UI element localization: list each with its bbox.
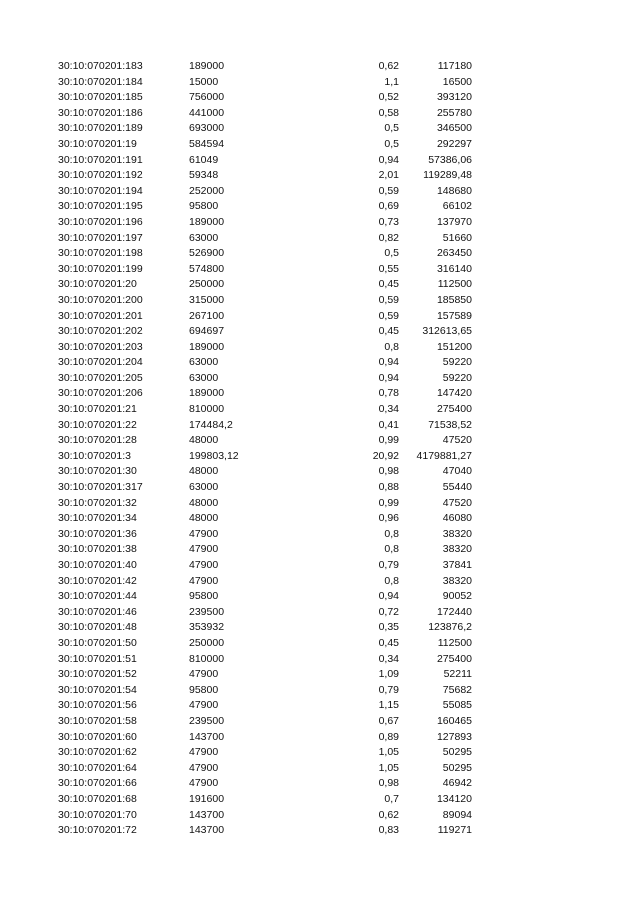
total-cell: 75682 bbox=[442, 683, 472, 696]
price-cell: 61049 bbox=[189, 153, 219, 166]
coefficient-cell: 1,15 bbox=[378, 699, 399, 712]
price-cell: 47900 bbox=[189, 761, 219, 774]
cadastral-number-cell: 30:10:070201:28 bbox=[58, 434, 137, 447]
total-cell: 316140 bbox=[436, 262, 472, 275]
table-row bbox=[0, 340, 640, 356]
price-cell: 63000 bbox=[189, 371, 219, 384]
coefficient-cell: 1,09 bbox=[378, 668, 399, 681]
price-cell: 143700 bbox=[189, 730, 225, 743]
table-row bbox=[0, 199, 640, 215]
coefficient-cell: 0,45 bbox=[378, 325, 399, 338]
table-row bbox=[0, 558, 640, 574]
coefficient-cell: 0,99 bbox=[378, 496, 399, 509]
coefficient-cell: 0,55 bbox=[378, 262, 399, 275]
cadastral-number-cell: 30:10:070201:68 bbox=[58, 792, 137, 805]
coefficient-cell: 0,98 bbox=[378, 465, 399, 478]
price-cell: 353932 bbox=[189, 621, 225, 634]
cadastral-number-cell: 30:10:070201:62 bbox=[58, 746, 137, 759]
cadastral-number-cell: 30:10:070201:186 bbox=[58, 106, 143, 119]
price-cell: 48000 bbox=[189, 434, 219, 447]
table-row bbox=[0, 246, 640, 262]
data-table bbox=[0, 59, 640, 839]
price-cell: 15000 bbox=[189, 75, 219, 88]
table-row bbox=[0, 418, 640, 434]
total-cell: 134120 bbox=[436, 792, 472, 805]
cadastral-number-cell: 30:10:070201:42 bbox=[58, 574, 137, 587]
total-cell: 119271 bbox=[437, 824, 472, 837]
total-cell: 157589 bbox=[436, 309, 472, 322]
total-cell: 148680 bbox=[436, 184, 472, 197]
price-cell: 191600 bbox=[189, 792, 225, 805]
total-cell: 50295 bbox=[442, 746, 472, 759]
cadastral-number-cell: 30:10:070201:51 bbox=[58, 652, 137, 665]
cadastral-number-cell: 30:10:070201:38 bbox=[58, 543, 137, 556]
cadastral-number-cell: 30:10:070201:189 bbox=[58, 122, 143, 135]
table-row bbox=[0, 231, 640, 247]
cadastral-number-cell: 30:10:070201:56 bbox=[58, 699, 137, 712]
price-cell: 574800 bbox=[189, 262, 225, 275]
table-row bbox=[0, 776, 640, 792]
coefficient-cell: 0,5 bbox=[384, 247, 399, 260]
price-cell: 143700 bbox=[189, 824, 225, 837]
total-cell: 55440 bbox=[442, 481, 472, 494]
coefficient-cell: 0,34 bbox=[378, 652, 399, 665]
coefficient-cell: 0,94 bbox=[378, 356, 399, 369]
total-cell: 346500 bbox=[436, 122, 472, 135]
cadastral-number-cell: 30:10:070201:192 bbox=[58, 169, 143, 182]
coefficient-cell: 0,72 bbox=[378, 605, 399, 618]
coefficient-cell: 0,8 bbox=[384, 340, 399, 353]
total-cell: 38320 bbox=[442, 543, 472, 556]
price-cell: 95800 bbox=[189, 200, 219, 213]
price-cell: 47900 bbox=[189, 777, 219, 790]
coefficient-cell: 0,83 bbox=[378, 824, 399, 837]
cadastral-number-cell: 30:10:070201:66 bbox=[58, 777, 137, 790]
coefficient-cell: 1,05 bbox=[378, 761, 399, 774]
total-cell: 47520 bbox=[442, 434, 472, 447]
coefficient-cell: 0,8 bbox=[384, 574, 399, 587]
cadastral-number-cell: 30:10:070201:48 bbox=[58, 621, 137, 634]
price-cell: 810000 bbox=[189, 652, 225, 665]
price-cell: 199803,12 bbox=[189, 449, 239, 462]
table-row bbox=[0, 262, 640, 278]
price-cell: 239500 bbox=[189, 605, 225, 618]
cadastral-number-cell: 30:10:070201:60 bbox=[58, 730, 137, 743]
table-row bbox=[0, 745, 640, 761]
coefficient-cell: 0,52 bbox=[378, 91, 399, 104]
coefficient-cell: 1,1 bbox=[384, 75, 399, 88]
cadastral-number-cell: 30:10:070201:197 bbox=[58, 231, 143, 244]
coefficient-cell: 0,59 bbox=[378, 309, 399, 322]
coefficient-cell: 0,94 bbox=[378, 153, 399, 166]
price-cell: 47900 bbox=[189, 559, 219, 571]
cadastral-number-cell: 30:10:070201:196 bbox=[58, 215, 143, 228]
cadastral-number-cell: 30:10:070201:44 bbox=[58, 590, 137, 603]
coefficient-cell: 0,79 bbox=[378, 559, 399, 571]
cadastral-number-cell: 30:10:070201:185 bbox=[58, 91, 143, 104]
total-cell: 37841 bbox=[442, 559, 472, 571]
total-cell: 59220 bbox=[442, 356, 472, 369]
cadastral-number-cell: 30:10:070201:191 bbox=[58, 153, 143, 166]
total-cell: 57386,06 bbox=[428, 153, 472, 166]
coefficient-cell: 0,59 bbox=[378, 293, 399, 306]
total-cell: 89094 bbox=[442, 808, 472, 821]
price-cell: 63000 bbox=[189, 481, 219, 494]
table-row bbox=[0, 75, 640, 91]
total-cell: 255780 bbox=[436, 106, 472, 119]
table-row bbox=[0, 324, 640, 340]
total-cell: 112500 bbox=[437, 636, 472, 649]
coefficient-cell: 0,79 bbox=[378, 683, 399, 696]
table-row bbox=[0, 449, 640, 465]
total-cell: 292297 bbox=[436, 137, 472, 150]
coefficient-cell: 0,35 bbox=[378, 621, 399, 634]
cadastral-number-cell: 30:10:070201:21 bbox=[58, 403, 137, 416]
table-row bbox=[0, 823, 640, 839]
total-cell: 263450 bbox=[436, 247, 472, 260]
table-row bbox=[0, 792, 640, 808]
coefficient-cell: 0,62 bbox=[378, 60, 399, 72]
coefficient-cell: 0,98 bbox=[378, 777, 399, 790]
price-cell: 584594 bbox=[189, 137, 225, 150]
table-row bbox=[0, 106, 640, 122]
coefficient-cell: 0,89 bbox=[378, 730, 399, 743]
coefficient-cell: 0,73 bbox=[378, 215, 399, 228]
price-cell: 95800 bbox=[189, 683, 219, 696]
price-cell: 47900 bbox=[189, 574, 219, 587]
cadastral-number-cell: 30:10:070201:205 bbox=[58, 371, 143, 384]
table-row bbox=[0, 386, 640, 402]
coefficient-cell: 0,94 bbox=[378, 371, 399, 384]
cadastral-number-cell: 30:10:070201:317 bbox=[58, 481, 143, 494]
table-row bbox=[0, 511, 640, 527]
coefficient-cell: 0,5 bbox=[384, 137, 399, 150]
price-cell: 810000 bbox=[189, 403, 225, 416]
table-row bbox=[0, 730, 640, 746]
table-row bbox=[0, 402, 640, 418]
table-row bbox=[0, 309, 640, 325]
coefficient-cell: 0,78 bbox=[378, 387, 399, 400]
table-row bbox=[0, 620, 640, 636]
total-cell: 117180 bbox=[437, 60, 472, 72]
cadastral-number-cell: 30:10:070201:199 bbox=[58, 262, 143, 275]
table-row bbox=[0, 714, 640, 730]
total-cell: 16500 bbox=[442, 75, 472, 88]
cadastral-number-cell: 30:10:070201:36 bbox=[58, 527, 137, 540]
table-row bbox=[0, 636, 640, 652]
price-cell: 48000 bbox=[189, 465, 219, 478]
cadastral-number-cell: 30:10:070201:198 bbox=[58, 247, 143, 260]
total-cell: 312613,65 bbox=[422, 325, 472, 338]
coefficient-cell: 0,58 bbox=[378, 106, 399, 119]
cadastral-number-cell: 30:10:070201:184 bbox=[58, 75, 143, 88]
table-row bbox=[0, 761, 640, 777]
cadastral-number-cell: 30:10:070201:50 bbox=[58, 636, 137, 649]
total-cell: 66102 bbox=[442, 200, 472, 213]
cadastral-number-cell: 30:10:070201:54 bbox=[58, 683, 137, 696]
coefficient-cell: 0,62 bbox=[378, 808, 399, 821]
price-cell: 47900 bbox=[189, 527, 219, 540]
total-cell: 38320 bbox=[442, 574, 472, 587]
coefficient-cell: 0,34 bbox=[378, 403, 399, 416]
total-cell: 59220 bbox=[442, 371, 472, 384]
total-cell: 4179881,27 bbox=[416, 449, 472, 462]
cadastral-number-cell: 30:10:070201:195 bbox=[58, 200, 143, 213]
coefficient-cell: 0,67 bbox=[378, 714, 399, 727]
cadastral-number-cell: 30:10:070201:201 bbox=[58, 309, 143, 322]
table-row bbox=[0, 433, 640, 449]
table-row bbox=[0, 355, 640, 371]
total-cell: 112500 bbox=[437, 278, 472, 291]
table-row bbox=[0, 153, 640, 169]
cadastral-number-cell: 30:10:070201:72 bbox=[58, 824, 137, 837]
coefficient-cell: 0,59 bbox=[378, 184, 399, 197]
table-row bbox=[0, 121, 640, 137]
total-cell: 160465 bbox=[436, 714, 472, 727]
cadastral-number-cell: 30:10:070201:58 bbox=[58, 714, 137, 727]
total-cell: 46942 bbox=[442, 777, 472, 790]
price-cell: 189000 bbox=[189, 340, 225, 353]
price-cell: 48000 bbox=[189, 512, 219, 525]
table-row bbox=[0, 59, 640, 75]
total-cell: 52211 bbox=[443, 668, 472, 681]
price-cell: 174484,2 bbox=[189, 418, 233, 431]
total-cell: 119289,48 bbox=[423, 169, 472, 182]
total-cell: 47040 bbox=[442, 465, 472, 478]
total-cell: 47520 bbox=[442, 496, 472, 509]
price-cell: 47900 bbox=[189, 746, 219, 759]
cadastral-number-cell: 30:10:070201:64 bbox=[58, 761, 137, 774]
cadastral-number-cell: 30:10:070201:183 bbox=[58, 60, 143, 72]
price-cell: 189000 bbox=[189, 215, 225, 228]
cadastral-number-cell: 30:10:070201:22 bbox=[58, 418, 137, 431]
table-row bbox=[0, 371, 640, 387]
table-row bbox=[0, 293, 640, 309]
cadastral-number-cell: 30:10:070201:70 bbox=[58, 808, 137, 821]
coefficient-cell: 0,41 bbox=[378, 418, 399, 431]
table-row bbox=[0, 480, 640, 496]
total-cell: 38320 bbox=[442, 527, 472, 540]
cadastral-number-cell: 30:10:070201:204 bbox=[58, 356, 143, 369]
table-row bbox=[0, 605, 640, 621]
cadastral-number-cell: 30:10:070201:194 bbox=[58, 184, 143, 197]
total-cell: 127893 bbox=[436, 730, 472, 743]
price-cell: 250000 bbox=[189, 278, 225, 291]
total-cell: 151200 bbox=[436, 340, 472, 353]
price-cell: 694697 bbox=[189, 325, 225, 338]
table-row bbox=[0, 90, 640, 106]
cadastral-number-cell: 30:10:070201:20 bbox=[58, 278, 137, 291]
total-cell: 71538,52 bbox=[428, 418, 472, 431]
price-cell: 47900 bbox=[189, 543, 219, 556]
coefficient-cell: 2,01 bbox=[378, 169, 399, 182]
cadastral-number-cell: 30:10:070201:202 bbox=[58, 325, 143, 338]
price-cell: 47900 bbox=[189, 699, 219, 712]
total-cell: 147420 bbox=[436, 387, 472, 400]
price-cell: 143700 bbox=[189, 808, 225, 821]
table-row bbox=[0, 698, 640, 714]
total-cell: 51660 bbox=[442, 231, 472, 244]
coefficient-cell: 0,69 bbox=[378, 200, 399, 213]
coefficient-cell: 0,5 bbox=[384, 122, 399, 135]
table-row bbox=[0, 527, 640, 543]
price-cell: 48000 bbox=[189, 496, 219, 509]
coefficient-cell: 0,45 bbox=[378, 278, 399, 291]
table-row bbox=[0, 184, 640, 200]
coefficient-cell: 0,45 bbox=[378, 636, 399, 649]
cadastral-number-cell: 30:10:070201:206 bbox=[58, 387, 143, 400]
price-cell: 267100 bbox=[189, 309, 225, 322]
table-row bbox=[0, 652, 640, 668]
coefficient-cell: 0,82 bbox=[378, 231, 399, 244]
price-cell: 189000 bbox=[189, 60, 225, 72]
cadastral-number-cell: 30:10:070201:203 bbox=[58, 340, 143, 353]
price-cell: 63000 bbox=[189, 231, 219, 244]
total-cell: 275400 bbox=[436, 403, 472, 416]
cadastral-number-cell: 30:10:070201:46 bbox=[58, 605, 137, 618]
table-row bbox=[0, 464, 640, 480]
cadastral-number-cell: 30:10:070201:200 bbox=[58, 293, 143, 306]
table-row bbox=[0, 496, 640, 512]
coefficient-cell: 0,8 bbox=[384, 527, 399, 540]
cadastral-number-cell: 30:10:070201:30 bbox=[58, 465, 137, 478]
total-cell: 137970 bbox=[436, 215, 472, 228]
price-cell: 315000 bbox=[189, 293, 225, 306]
coefficient-cell: 0,96 bbox=[378, 512, 399, 525]
table-row bbox=[0, 667, 640, 683]
price-cell: 526900 bbox=[189, 247, 225, 260]
coefficient-cell: 0,8 bbox=[384, 543, 399, 556]
price-cell: 59348 bbox=[189, 169, 219, 182]
total-cell: 46080 bbox=[442, 512, 472, 525]
total-cell: 55085 bbox=[442, 699, 472, 712]
price-cell: 63000 bbox=[189, 356, 219, 369]
price-cell: 756000 bbox=[189, 91, 225, 104]
total-cell: 50295 bbox=[442, 761, 472, 774]
coefficient-cell: 0,88 bbox=[378, 481, 399, 494]
price-cell: 47900 bbox=[189, 668, 219, 681]
table-row bbox=[0, 589, 640, 605]
cadastral-number-cell: 30:10:070201:52 bbox=[58, 668, 137, 681]
cadastral-number-cell: 30:10:070201:40 bbox=[58, 559, 137, 571]
table-row bbox=[0, 808, 640, 824]
table-row bbox=[0, 137, 640, 153]
cadastral-number-cell: 30:10:070201:19 bbox=[58, 137, 137, 150]
price-cell: 95800 bbox=[189, 590, 219, 603]
coefficient-cell: 20,92 bbox=[372, 449, 399, 462]
price-cell: 693000 bbox=[189, 122, 225, 135]
cadastral-number-cell: 30:10:070201:3 bbox=[58, 449, 131, 462]
cadastral-number-cell: 30:10:070201:34 bbox=[58, 512, 137, 525]
table-row bbox=[0, 574, 640, 590]
total-cell: 275400 bbox=[436, 652, 472, 665]
cadastral-number-cell: 30:10:070201:32 bbox=[58, 496, 137, 509]
price-cell: 252000 bbox=[189, 184, 225, 197]
total-cell: 393120 bbox=[436, 91, 472, 104]
table-row bbox=[0, 277, 640, 293]
table-row bbox=[0, 542, 640, 558]
total-cell: 185850 bbox=[436, 293, 472, 306]
price-cell: 441000 bbox=[189, 106, 225, 119]
table-row bbox=[0, 683, 640, 699]
coefficient-cell: 0,99 bbox=[378, 434, 399, 447]
total-cell: 123876,2 bbox=[428, 621, 472, 634]
price-cell: 189000 bbox=[189, 387, 225, 400]
coefficient-cell: 1,05 bbox=[378, 746, 399, 759]
coefficient-cell: 0,94 bbox=[378, 590, 399, 603]
total-cell: 172440 bbox=[436, 605, 472, 618]
total-cell: 90052 bbox=[442, 590, 472, 603]
table-row bbox=[0, 168, 640, 184]
price-cell: 239500 bbox=[189, 714, 225, 727]
price-cell: 250000 bbox=[189, 636, 225, 649]
table-row bbox=[0, 215, 640, 231]
coefficient-cell: 0,7 bbox=[384, 792, 399, 805]
